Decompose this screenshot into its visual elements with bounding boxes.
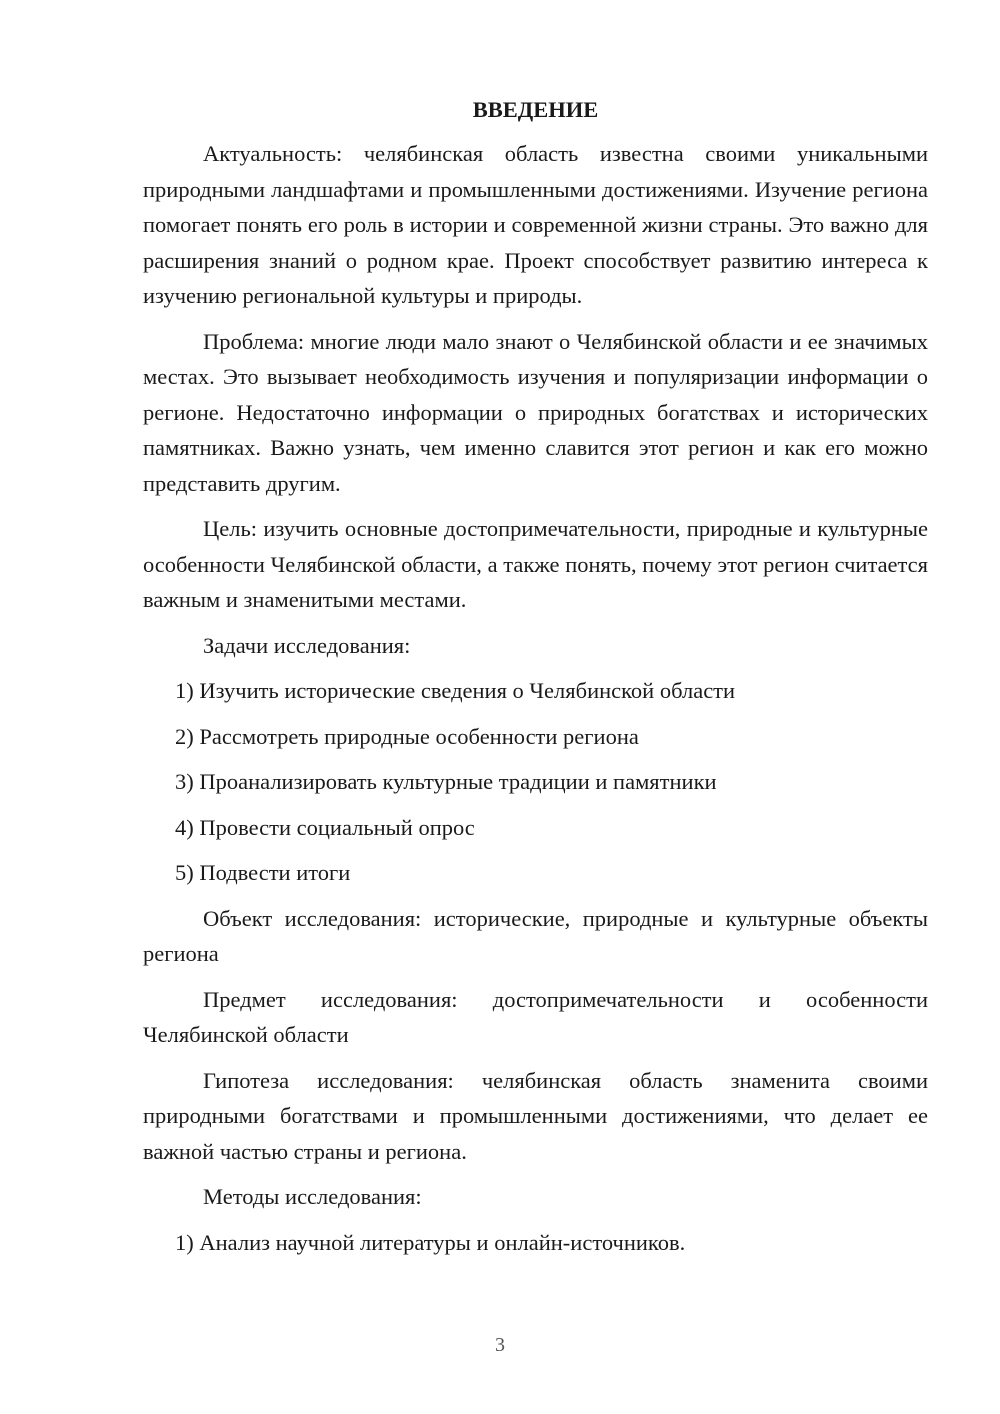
methods-heading: Методы исследования: [203,1184,422,1209]
problem-paragraph: Проблема: многие люди мало знают о Челябинской области и ее значимых местах. Это вызывает необходимость изучения и популяризации информации о регионе. Недостаточно информации о природных богатствах и исторических памятниках. Важно узнать, чем именно славится этот регион и как его можно представить другим. [143,328,928,496]
list-item: 1) Изучить исторические сведения о Челябинской области [175,678,736,703]
tasks-heading: Задачи исследования: [203,632,411,658]
hypothesis-paragraph: Гипотеза исследования: челябинская область знаменита своими природными богатствами и промышленными достижениями, что делает ее важной частью страны и региона. [143,1067,928,1164]
list-item: 5) Подвести итоги [175,860,351,885]
subject-paragraph: Предмет исследования: достопримечательности и особенности Челябинской области [143,986,928,1047]
list-item: 4) Провести социальный опрос [175,814,475,840]
list-item: 2) Рассмотреть природные особенности региона [175,723,639,749]
page-number: 3 [495,1334,505,1356]
list-item: 3) Проанализировать культурные традиции и памятники [175,769,717,794]
goal-paragraph: Цель: изучить основные достопримечательности, природные и культурные особенности Челябинской области, а также понять, почему этот регион считается важным и знаменитыми местами. [143,516,928,612]
page-title: ВВЕДЕНИЕ [472,97,599,122]
object-paragraph: Объект исследования: исторические, природные и культурные объекты региона [143,905,928,966]
list-item: 1) Анализ научной литературы и онлайн-источников. [175,1229,686,1255]
document-page [143,92,928,1270]
relevance-paragraph: Актуальность: челябинская область известна своими уникальными природными ландшафтами и промышленными достижениями. Изучение региона помогает понять его роль в истории и современной жизни страны. Это важно для расширения знаний о родном крае. Проект способствует развитию интереса к изучению региональной культуры и природы. [143,141,928,308]
